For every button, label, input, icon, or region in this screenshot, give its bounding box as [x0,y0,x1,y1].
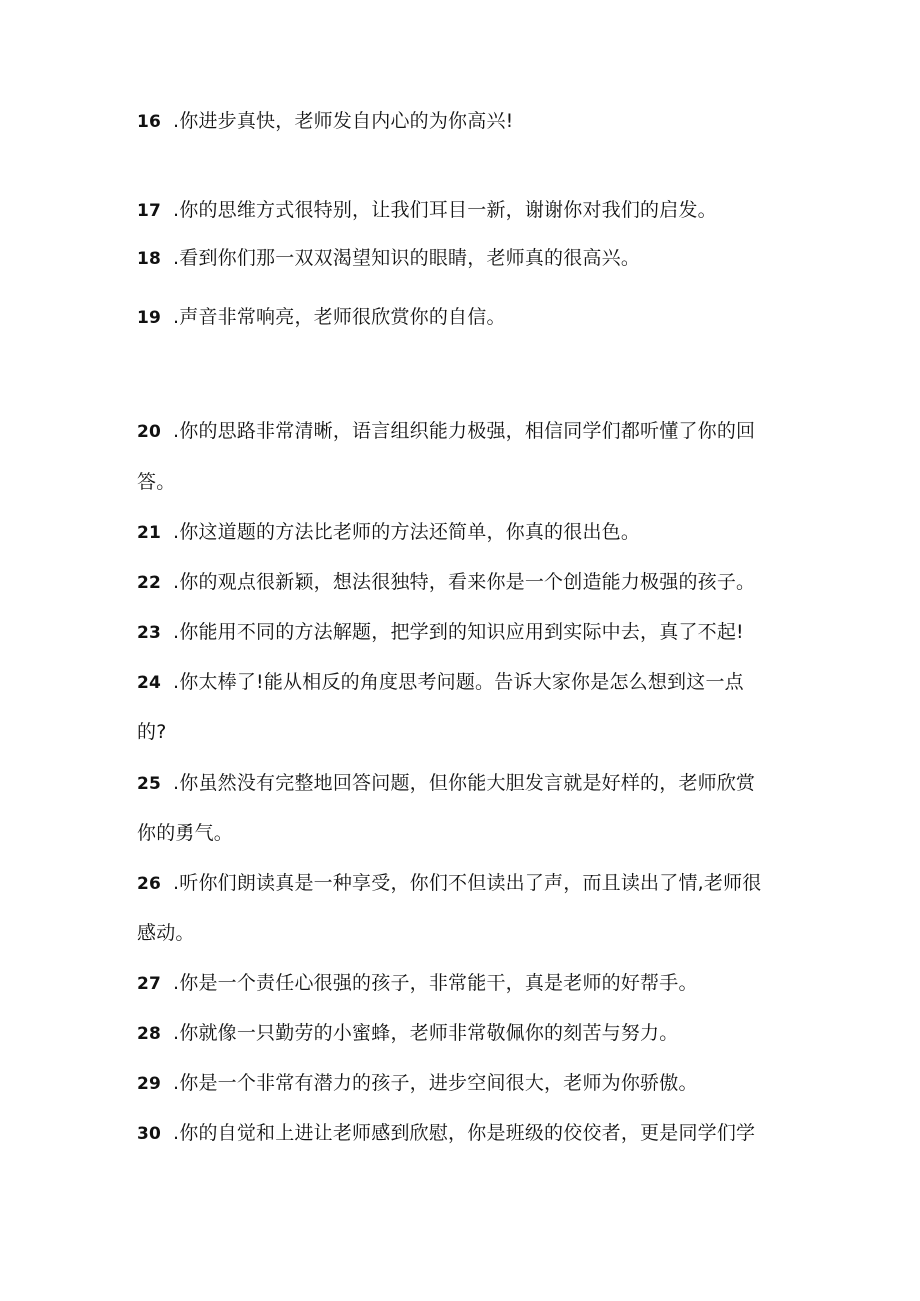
list-item [137,197,860,224]
list-item [137,1120,860,1147]
item-text-continuation: 感动。 [137,922,195,944]
item-text-continuation: 你的勇气。 [137,822,234,844]
item-text: .你虽然没有完整地回答问题，但你能大胆发言就是好样的，老师欣赏 [173,772,756,794]
item-text: .你的观点很新颖，想法很独特，看来你是一个创造能力极强的孩子。 [173,571,756,593]
item-number: 23 [137,623,162,643]
item-text: .你能用不同的方法解题，把学到的知识应用到实际中去，真了不起! [173,621,744,643]
item-text: .你这道题的方法比老师的方法还简单，你真的很出色。 [173,521,641,543]
item-number: 30 [137,1124,162,1144]
item-number: 21 [137,523,162,543]
list-item [137,669,860,696]
item-number: 16 [137,112,162,132]
item-text: .你的思维方式很特别，让我们耳目一新，谢谢你对我们的启发。 [173,199,717,221]
item-text-continuation: 答。 [137,471,176,493]
item-text: .你是一个非常有潜力的孩子，进步空间很大，老师为你骄傲。 [173,1072,698,1094]
list-item [137,519,860,546]
item-text: .你进步真快，老师发自内心的为你高兴! [173,110,514,132]
item-number: 20 [137,422,162,442]
list-item [137,304,860,331]
item-text-continuation: 的? [137,721,167,743]
item-number: 27 [137,974,162,994]
list-item [137,418,860,445]
list-item [137,619,860,646]
item-number: 24 [137,673,162,693]
item-text: .你太棒了!能从相反的角度思考问题。告诉大家你是怎么想到这一点 [173,671,744,693]
list-item [137,108,860,135]
list-item [137,1020,860,1047]
item-text: .看到你们那一双双渴望知识的眼睛，老师真的很高兴。 [173,247,641,269]
list-item [137,870,860,897]
item-number: 26 [137,874,162,894]
item-number: 18 [137,249,162,269]
item-text: .你是一个责任心很强的孩子，非常能干，真是老师的好帮手。 [173,972,698,994]
item-text: .你的思路非常清晰，语言组织能力极强，相信同学们都听懂了你的回 [173,420,756,442]
item-number: 19 [137,308,162,328]
item-number: 22 [137,573,162,593]
item-number: 28 [137,1024,162,1044]
list-item [137,569,860,596]
item-text: .你就像一只勤劳的小蜜蜂，老师非常敬佩你的刻苦与努力。 [173,1022,679,1044]
list-item [137,1070,860,1097]
item-number: 25 [137,774,162,794]
list-item [137,770,860,797]
list-item [137,245,860,272]
item-text: .声音非常响亮，老师很欣赏你的自信。 [173,306,506,328]
item-number: 17 [137,201,162,221]
list-item [137,970,860,997]
item-number: 29 [137,1074,162,1094]
item-text: .听你们朗读真是一种享受，你们不但读出了声，而且读出了情,老师很 [173,872,762,894]
item-text: .你的自觉和上进让老师感到欣慰，你是班级的佼佼者，更是同学们学 [173,1122,756,1144]
